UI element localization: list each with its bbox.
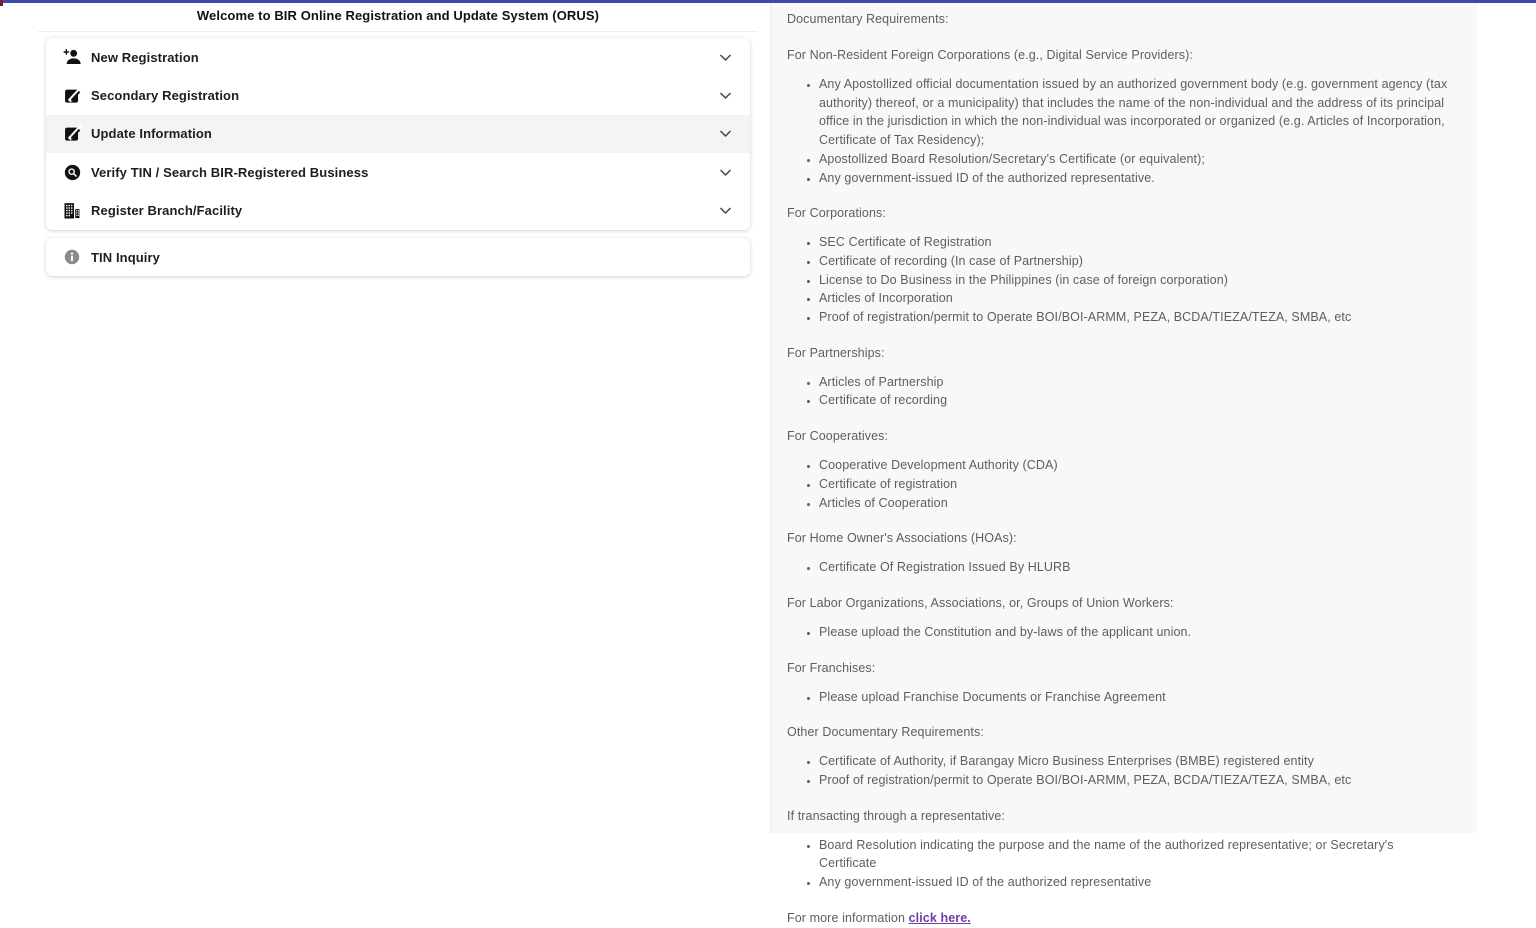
section-bullet-list (787, 373, 1455, 410)
bullet-item: • Certificate of recording (819, 391, 1455, 410)
left-panel (0, 3, 770, 833)
menu-item-update-information[interactable] (46, 115, 750, 153)
section-heading-other-documentary-requirements: Other Documentary Requirements: (787, 725, 984, 740)
bullet-item: • License to Do Business in the Philippines (in case of foreign corporation) (819, 271, 1455, 290)
documentary-requirements-panel (770, 3, 1477, 925)
bullet-item: • Any government-issued ID of the authorized representative (819, 873, 1455, 892)
bullet-item: • Certificate of registration (819, 475, 1455, 494)
section-heading-for-cooperatives: For Cooperatives: (787, 429, 889, 444)
bullet-item: • Apostollized Board Resolution/Secretary's Certificate (or equivalent); (819, 150, 1455, 169)
info-icon (62, 247, 82, 267)
section-bullet-list (787, 688, 1455, 707)
section-bullet-list (787, 623, 1455, 642)
chevron-down-icon[interactable] (717, 49, 734, 66)
bullet-item: • Articles of Incorporation (819, 289, 1455, 308)
menu-item-label: Update Information (91, 126, 212, 142)
menu-item-label: Register Branch/Facility (91, 203, 243, 219)
menu-item-register-branch-facility[interactable] (46, 192, 750, 230)
section-heading-if-transacting-through-a-representative: If transacting through a representative: (787, 808, 1006, 823)
section-bullet-list (787, 233, 1455, 327)
section-bullet-list (787, 75, 1455, 187)
edit-icon (62, 86, 82, 106)
chevron-down-icon[interactable] (717, 125, 734, 142)
menu-item-tin-inquiry[interactable] (46, 238, 750, 276)
menu-item-verify-tin-search-bir-registered-business[interactable] (46, 153, 750, 191)
section-heading-for-home-owner-s-associations-hoas: For Home Owner's Associations (HOAs): (787, 531, 1017, 546)
search-circle-icon (62, 162, 82, 182)
section-heading-for-partnerships: For Partnerships: (787, 345, 885, 360)
bullet-item: • SEC Certificate of Registration (819, 233, 1455, 252)
tin-inquiry-card (46, 238, 750, 276)
bullet-item: • Proof of registration/permit to Operate BOI/BOI-ARMM, PEZA, BCDA/TIEZA/TEZA, SMBA, etc (819, 308, 1455, 327)
bullet-item: • Proof of registration/permit to Operate BOI/BOI-ARMM, PEZA, BCDA/TIEZA/TEZA, SMBA, etc (819, 771, 1455, 790)
section-heading-for-franchises: For Franchises: (787, 660, 876, 675)
edit-icon (62, 124, 82, 144)
bullet-item: • Certificate of recording (In case of Partnership) (819, 252, 1455, 271)
building-icon (62, 201, 82, 221)
top-left-marker (0, 0, 3, 6)
click-here-link[interactable]: click here. (908, 910, 971, 925)
requirements-sections (787, 46, 1455, 892)
menu-item-label: Secondary Registration (91, 88, 240, 104)
page-title: Welcome to BIR Online Registration and Update System (ORUS) (196, 8, 600, 23)
person-add-icon (62, 47, 82, 67)
bullet-item: • Please upload the Constitution and by-laws of the applicant union. (819, 623, 1455, 642)
bullet-item: • Articles of Partnership (819, 373, 1455, 392)
menu-list (46, 38, 750, 230)
section-bullet-list (787, 558, 1455, 577)
bullet-item: • Articles of Cooperation (819, 494, 1455, 513)
section-bullet-list (787, 456, 1455, 512)
section-heading-for-labor-organizations-associations-or-: For Labor Organizations, Associations, or, Groups of Union Workers: (787, 595, 1174, 610)
section-heading-for-corporations: For Corporations: (787, 206, 886, 221)
chevron-down-icon[interactable] (717, 87, 734, 104)
section-bullet-list (787, 836, 1455, 892)
bullet-item: • Board Resolution indicating the purpose and the name of the authorized representative; or Secretary's Certificate (819, 836, 1455, 873)
page-title-container (38, 3, 758, 32)
menu-item-label: Verify TIN / Search BIR-Registered Business (91, 164, 369, 180)
bullet-item: • Any government-issued ID of the authorized representative. (819, 169, 1455, 188)
top-accent-bar (0, 0, 1536, 3)
bullet-item: • Certificate of Authority, if Barangay Micro Business Enterprises (BMBE) registered entity (819, 752, 1455, 771)
chevron-down-icon[interactable] (717, 202, 734, 219)
bullet-item: • Any Apostollized official documentation issued by an authorized government body (e.g. government agency (tax authority) thereof, or a municipality) that includes the name of the non-individual and the address of its principal office in the jurisdiction in which the non-individual was incorporated or organized (e.g. Articles of Incorporation, Certificate of Tax Residency); (819, 75, 1455, 150)
footer-text: For more information (787, 910, 909, 925)
requirements-footer (787, 909, 1455, 928)
bullet-item: • Certificate Of Registration Issued By HLURB (819, 558, 1455, 577)
bullet-item: • Cooperative Development Authority (CDA) (819, 456, 1455, 475)
chevron-down-icon[interactable] (717, 164, 734, 181)
menu-item-secondary-registration[interactable] (46, 76, 750, 114)
requirements-title: Documentary Requirements: (787, 12, 949, 26)
registration-menu-card (46, 38, 750, 230)
menu-item-new-registration[interactable] (46, 38, 750, 76)
section-heading-for-non-resident-foreign-corporations-e-: For Non-Resident Foreign Corporations (e.g., Digital Service Providers): (787, 48, 1193, 62)
section-bullet-list (787, 752, 1455, 789)
menu-item-label: TIN Inquiry (91, 249, 160, 265)
bullet-item: • Please upload Franchise Documents or Franchise Agreement (819, 688, 1455, 707)
menu-item-label: New Registration (91, 49, 199, 65)
